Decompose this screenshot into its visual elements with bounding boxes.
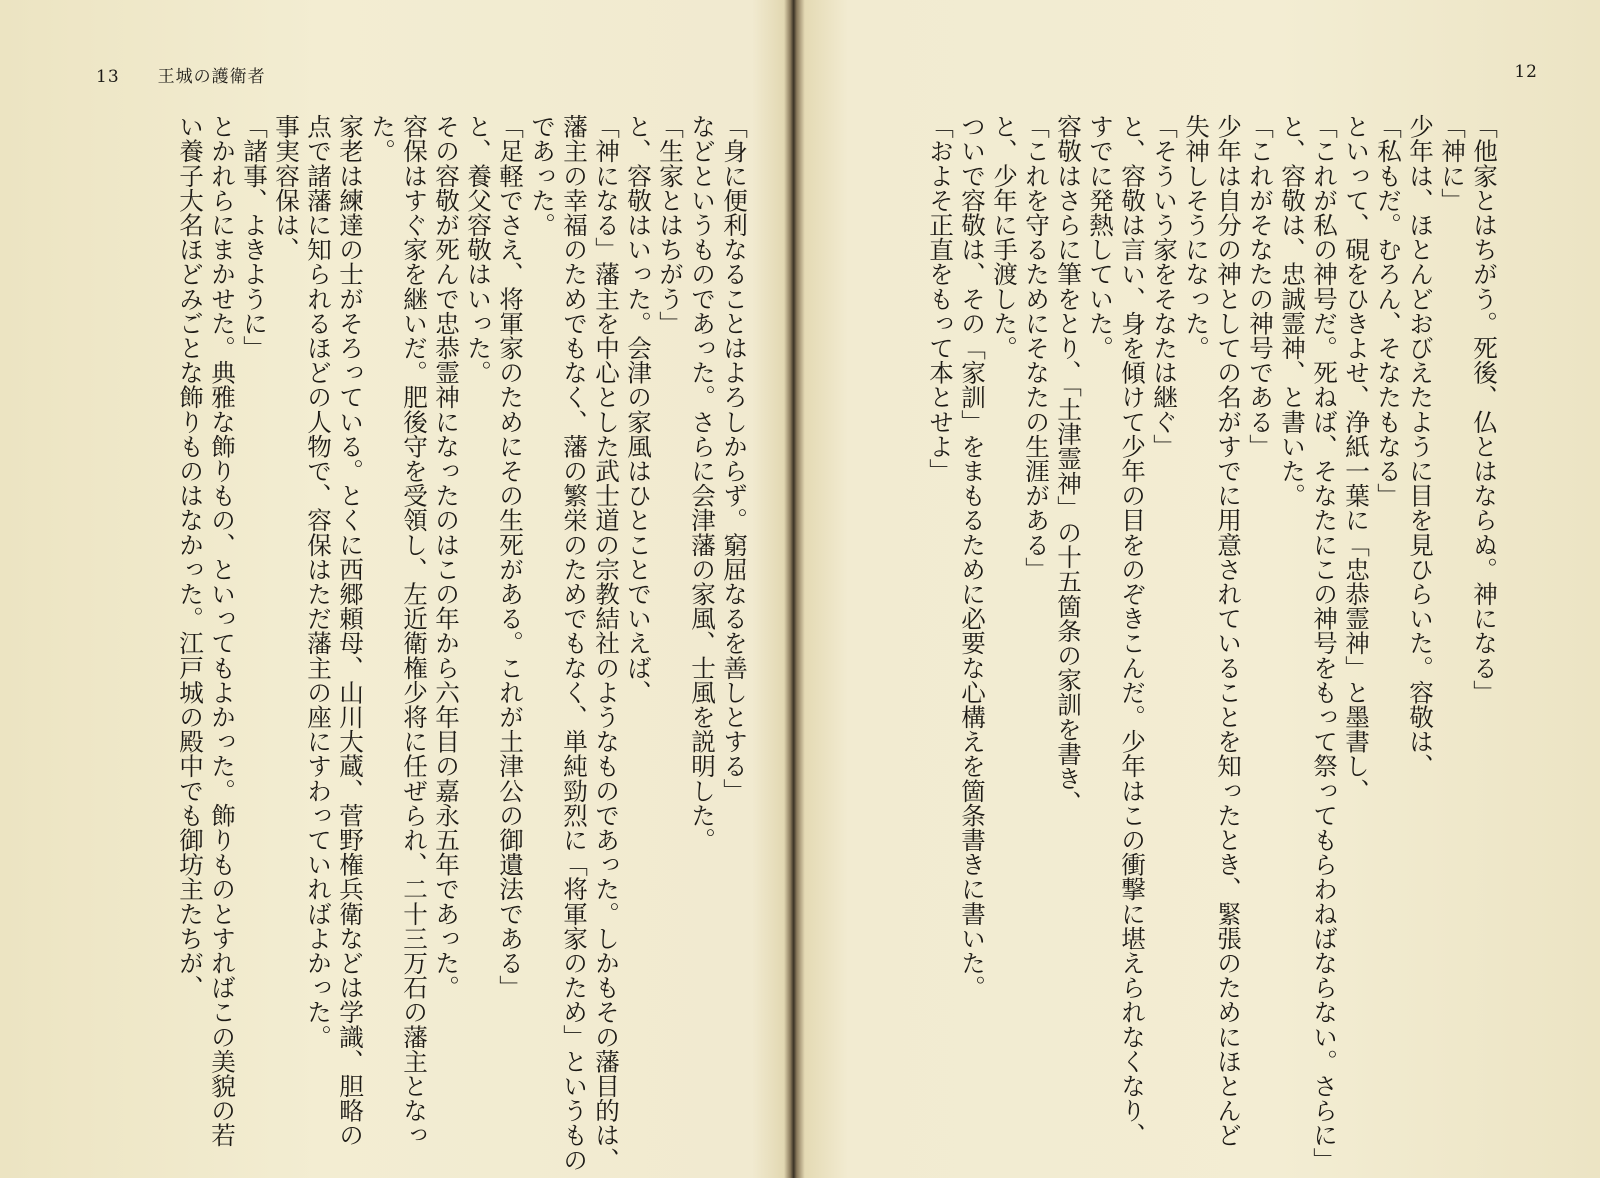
left-page-header: [96, 62, 266, 87]
text-line: とかれらにまかせた。典雅な飾りもの、といってもよかった。飾りものとすればこの美貌の若: [208, 114, 237, 1148]
text-line: 「これを守るためにそなたの生涯がある」: [1022, 114, 1051, 582]
text-line: 「そういう家をそなたは継ぐ」: [1150, 114, 1179, 459]
text-line: 少年は、ほとんどおびえたように目を見ひらいた。容敬は、: [1406, 114, 1435, 779]
text-line: であった。: [528, 114, 557, 237]
text-line: すでに発熱していた。: [1086, 114, 1115, 360]
right-page: [800, 0, 1600, 1178]
page-number-left: 13: [96, 67, 120, 87]
text-line: 容敬はさらに筆をとり、「土津霊神」の十五箇条の家訓を書き、: [1054, 114, 1083, 816]
text-line: 家老は練達の士がそろっている。とくに西郷頼母、山川大蔵、菅野権兵衛などは学識、胆略の: [336, 114, 365, 1148]
text-line: 少年は自分の神としての名がすでに用意されていることを知ったとき、緊張のためにほとんど: [1214, 114, 1243, 1148]
text-line: 「身に便利なることはよろしからず。窮屈なるを善しとする」: [720, 114, 749, 803]
text-line: た。: [368, 114, 397, 164]
text-line: 容保はすぐ家を継いだ。肥後守を受領し、左近衛権少将に任ぜられ、二十三万石の藩主となっ: [400, 114, 429, 1148]
right-page-body: [924, 114, 1500, 1172]
text-line: 「神になる」藩主を中心とした武士道の宗教結社のようなものであった。しかもその藩目的は、: [592, 114, 621, 1172]
text-line: 失神しそうになった。: [1182, 114, 1211, 360]
text-line: と、容敬は、忠誠霊神、と書いた。: [1278, 114, 1307, 508]
text-line: 「私もだ。むろん、そなたもなる」: [1374, 114, 1403, 508]
text-line: 事実容保は、: [272, 114, 301, 262]
text-line: と、養父容敬はいった。: [464, 114, 493, 385]
text-line: 「神に」: [1438, 114, 1467, 213]
text-line: 藩主の幸福のためでもなく、藩の繁栄のためでもなく、単純勁烈に「将軍家のため」というもの: [560, 114, 589, 1172]
right-page-header: [1514, 62, 1538, 82]
left-page: [0, 0, 790, 1178]
text-line: 点で諸藩に知られるほどの人物で、容保はただ藩主の座にすわっていればよかった。: [304, 114, 333, 1049]
text-line: 「生家とはちがう」: [656, 114, 685, 336]
text-line: と、少年に手渡した。: [990, 114, 1019, 360]
text-line: 「諸事、よきように」: [240, 114, 269, 360]
text-line: と、容敬はいった。会津の家風はひとことでいえば、: [624, 114, 653, 705]
text-line: 「およそ正直をもって本とせよ」: [926, 114, 955, 483]
text-line: ついで容敬は、その「家訓」をまもるために必要な心構えを箇条書きに書いた。: [958, 114, 987, 1000]
left-page-body: [174, 114, 750, 1172]
text-line: 「他家とはちがう。死後、仏とはならぬ。神になる」: [1470, 114, 1499, 705]
text-line: 「足軽でさえ、将軍家のためにその生死がある。これが土津公の御遺法である」: [496, 114, 525, 1000]
running-title: 王城の護衛者: [157, 67, 266, 87]
text-line: といって、硯をひきよせ、浄紙一葉に「忠恭霊神」と墨書し、: [1342, 114, 1371, 803]
page-number-right: 12: [1514, 62, 1538, 82]
text-line: い養子大名ほどみごとな飾りものはなかった。江戸城の殿中でも御坊主たちが、: [176, 114, 205, 1000]
text-line: と、容敬は言い、身を傾けて少年の目をのぞきこんだ。少年はこの衝撃に堪えられなくなり、: [1118, 114, 1147, 1148]
text-line: 「これが私の神号だ。死ねば、そなたにこの神号をもって祭ってもらわねばならない。さらに」: [1310, 114, 1339, 1172]
text-line: その容敬が死んで忠恭霊神になったのはこの年から六年目の嘉永五年であった。: [432, 114, 461, 1000]
text-line: 「これがそなたの神号である」: [1246, 114, 1275, 459]
text-line: などというものであった。さらに会津藩の家風、士風を説明した。: [688, 114, 717, 852]
